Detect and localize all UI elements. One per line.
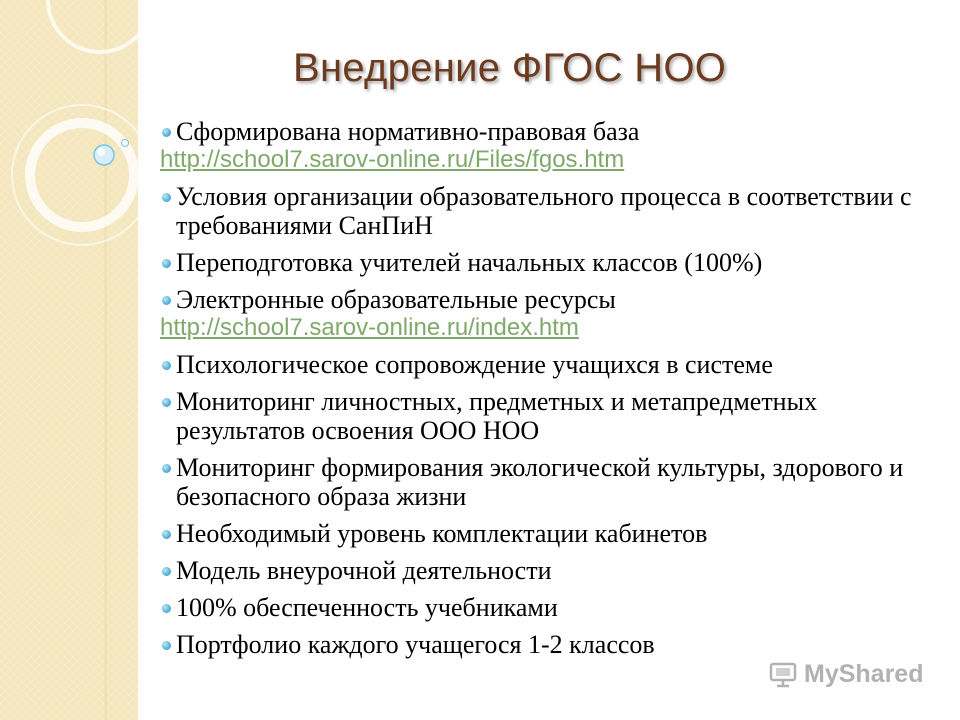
list-item (158, 387, 918, 445)
list-item (158, 285, 918, 342)
item-text: Мониторинг личностных, предметных и метапредметных результатов освоения ООО НОО (176, 387, 818, 445)
slide-title: Внедрение ФГОС НОО (293, 46, 727, 90)
bullet-icon (162, 193, 171, 202)
myshared-watermark (768, 660, 923, 689)
list-item (158, 556, 918, 585)
bullet-icon (162, 530, 171, 539)
watermark-text: MyShared (804, 660, 924, 688)
bullet-icon (162, 296, 171, 305)
decorative-side-band (0, 0, 138, 720)
presentation-board-icon (768, 662, 798, 688)
list-item (158, 182, 918, 240)
bullet-icon (162, 641, 171, 650)
list-item (158, 630, 918, 659)
list-item (158, 593, 918, 622)
list-item (158, 248, 918, 277)
fgos-link[interactable]: http://school7.sarov-online.ru/Files/fgos.htm (160, 146, 625, 173)
list-item (158, 350, 918, 379)
bullet-list (158, 117, 918, 667)
item-text: Электронные образовательные ресурсы (176, 285, 616, 314)
bullet-icon (162, 464, 171, 473)
item-text: Сформирована нормативно-правовая база (176, 117, 640, 146)
bullet-icon (162, 398, 171, 407)
item-text: Необходимый уровень комплектации кабинетов (176, 519, 708, 548)
bullet-icon (162, 567, 171, 576)
bullet-icon (162, 128, 171, 137)
item-text: Портфолио каждого учащегося 1-2 классов (176, 630, 655, 659)
item-text: Условия организации образовательного процесса в соответствии с требованиями СанПиН (176, 182, 912, 240)
item-text: Мониторинг формирования экологической культуры, здорового и безопасного образа жизни (176, 453, 904, 511)
bullet-icon (162, 604, 171, 613)
bullet-icon (162, 361, 171, 370)
list-item (158, 453, 918, 511)
item-text: 100% обеспеченность учебниками (176, 593, 558, 622)
decorative-edge-line (104, 0, 107, 720)
list-item (158, 117, 918, 174)
list-item (158, 519, 918, 548)
item-text: Психологическое сопровождение учащихся в системе (176, 350, 773, 379)
index-link[interactable]: http://school7.sarov-online.ru/index.htm (160, 314, 579, 341)
item-text: Модель внеурочной деятельности (176, 556, 552, 585)
bullet-icon (162, 259, 171, 268)
item-text: Переподготовка учителей начальных классов (100%) (176, 248, 763, 277)
